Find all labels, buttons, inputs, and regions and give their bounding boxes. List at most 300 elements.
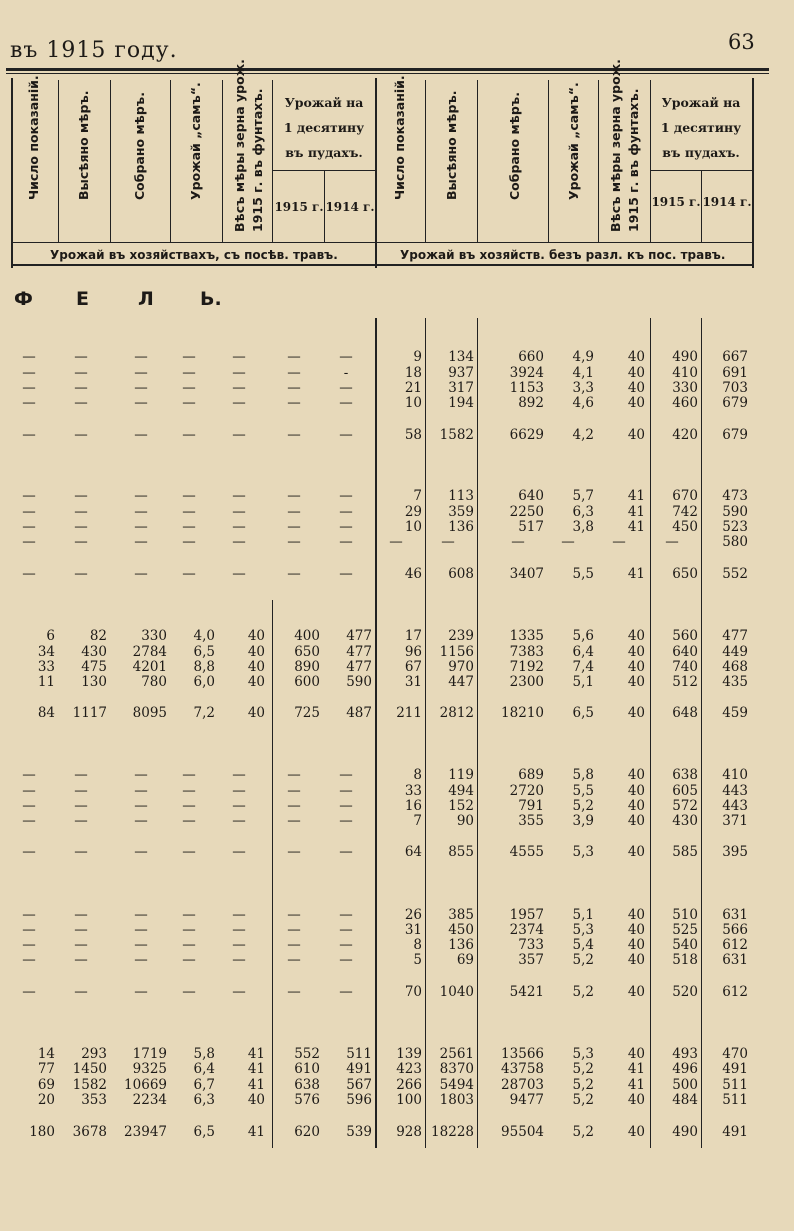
- table-cell: —: [232, 380, 246, 396]
- table-cell: —: [287, 922, 301, 938]
- table-cell: 667: [722, 349, 748, 365]
- table-cell: 3678: [72, 1124, 107, 1140]
- table-cell: 520: [672, 984, 698, 1000]
- table-cell: —: [134, 488, 148, 504]
- table-cell: 330: [141, 628, 167, 644]
- table-cell: —: [134, 922, 148, 938]
- table-cell: 2720: [509, 783, 544, 799]
- table-cell: —: [339, 566, 353, 582]
- hsep: [272, 80, 273, 242]
- table-cell: —: [22, 907, 36, 923]
- table-cell: —: [182, 380, 196, 396]
- table-cell: 650: [294, 644, 320, 660]
- table-cell: 95504: [501, 1124, 544, 1140]
- table-cell: —: [22, 922, 36, 938]
- col-header-per-desyatina: Урожай на 1 десятину въ пудахъ.: [283, 95, 365, 160]
- hsep: [650, 170, 752, 171]
- table-cell: 40: [247, 705, 265, 721]
- table-cell: 8370: [439, 1061, 474, 1077]
- table-cell: 31: [404, 674, 422, 690]
- table-cell: —: [22, 519, 36, 535]
- table-row: [0, 938, 794, 953]
- table-cell: 4,6: [572, 395, 594, 411]
- table-row: [0, 489, 794, 504]
- table-cell: —: [287, 349, 301, 365]
- table-cell: 40: [627, 783, 645, 799]
- table-cell: 10669: [124, 1077, 167, 1093]
- crop-letter: Ь.: [200, 288, 222, 310]
- table-cell: 679: [722, 395, 748, 411]
- table-cell: —: [182, 907, 196, 923]
- table-cell: 576: [294, 1092, 320, 1108]
- table-cell: —: [612, 534, 626, 550]
- hsep: [548, 80, 549, 242]
- table-cell: 511: [722, 1092, 748, 1108]
- header-bottom-rule: [11, 264, 754, 266]
- table-cell: 40: [627, 844, 645, 860]
- table-cell: —: [182, 844, 196, 860]
- table-cell: 21: [404, 380, 422, 396]
- crop-letter: Л: [138, 288, 154, 310]
- table-cell: 6,3: [193, 1092, 215, 1108]
- table-cell: 41: [247, 1046, 265, 1062]
- table-cell: 293: [81, 1046, 107, 1062]
- table-cell: 560: [672, 628, 698, 644]
- table-cell: 11: [37, 674, 55, 690]
- table-cell: 41: [247, 1061, 265, 1077]
- table-cell: 5,2: [572, 1092, 594, 1108]
- table-cell: 67: [404, 659, 422, 675]
- table-cell: —: [182, 922, 196, 938]
- table-cell: 96: [404, 644, 422, 660]
- table-cell: 41: [247, 1124, 265, 1140]
- table-cell: —: [232, 488, 246, 504]
- table-cell: 2300: [509, 674, 544, 690]
- table-cell: —: [74, 488, 88, 504]
- section-caption-right: Урожай въ хозяйств. безъ разл. къ пос. травъ.: [400, 248, 726, 262]
- table-cell: —: [22, 534, 36, 550]
- table-cell: 612: [722, 937, 748, 953]
- table-cell: 552: [722, 566, 748, 582]
- table-cell: —: [134, 566, 148, 582]
- table-cell: —: [287, 534, 301, 550]
- table-cell: —: [232, 984, 246, 1000]
- section-divider: [375, 78, 377, 268]
- header-left-border: [11, 78, 13, 268]
- table-cell: 40: [627, 644, 645, 660]
- table-cell: —: [134, 783, 148, 799]
- table-row: [0, 799, 794, 814]
- table-cell: —: [182, 984, 196, 1000]
- table-cell: 610: [294, 1061, 320, 1077]
- table-cell: 82: [89, 628, 107, 644]
- table-row: [0, 1062, 794, 1077]
- table-cell: —: [182, 349, 196, 365]
- table-cell: 1040: [439, 984, 474, 1000]
- table-cell: —: [134, 519, 148, 535]
- table-cell: 5,2: [572, 1077, 594, 1093]
- table-cell: 5,2: [572, 798, 594, 814]
- table-cell: 6,5: [193, 644, 215, 660]
- table-cell: 330: [672, 380, 698, 396]
- table-cell: 3924: [509, 365, 544, 381]
- table-cell: 473: [722, 488, 748, 504]
- table-cell: —: [22, 844, 36, 860]
- table-cell: 84: [37, 705, 55, 721]
- table-cell: —: [287, 380, 301, 396]
- table-cell: 970: [448, 659, 474, 675]
- table-cell: 567: [346, 1077, 372, 1093]
- table-cell: 552: [294, 1046, 320, 1062]
- hsep: [110, 80, 111, 242]
- table-cell: 10: [404, 395, 422, 411]
- table-cell: 194: [448, 395, 474, 411]
- table-cell: 70: [404, 984, 422, 1000]
- table-cell: 239: [448, 628, 474, 644]
- table-row: [0, 985, 794, 1000]
- table-cell: 890: [294, 659, 320, 675]
- table-cell: 46: [404, 566, 422, 582]
- table-cell: 596: [346, 1092, 372, 1108]
- table-cell: 4,0: [193, 628, 215, 644]
- table-cell: 4,2: [572, 427, 594, 443]
- table-cell: 5,8: [572, 767, 594, 783]
- table-cell: 491: [722, 1061, 748, 1077]
- table-row: [0, 784, 794, 799]
- running-header: въ 1915 году.: [10, 38, 178, 63]
- table-cell: —: [339, 504, 353, 520]
- table-cell: 1117: [72, 705, 107, 721]
- hsep: [272, 170, 375, 171]
- table-cell: —: [665, 534, 679, 550]
- table-cell: —: [134, 365, 148, 381]
- table-cell: 5,2: [572, 952, 594, 968]
- table-cell: —: [22, 937, 36, 953]
- table-cell: 40: [627, 1046, 645, 1062]
- table-cell: 5,8: [193, 1046, 215, 1062]
- table-cell: —: [287, 365, 301, 381]
- table-cell: —: [232, 813, 246, 829]
- table-cell: 40: [627, 952, 645, 968]
- table-cell: —: [22, 798, 36, 814]
- table-cell: 40: [627, 380, 645, 396]
- table-cell: 540: [672, 937, 698, 953]
- table-cell: 18228: [431, 1124, 474, 1140]
- table-cell: —: [74, 395, 88, 411]
- table-cell: 493: [672, 1046, 698, 1062]
- table-cell: 211: [396, 705, 422, 721]
- table-cell: 40: [627, 798, 645, 814]
- table-cell: 18: [404, 365, 422, 381]
- table-cell: —: [339, 427, 353, 443]
- table-cell: 640: [518, 488, 544, 504]
- table-cell: —: [134, 504, 148, 520]
- table-cell: —: [134, 907, 148, 923]
- table-cell: 64: [404, 844, 422, 860]
- table-cell: 5,3: [572, 1046, 594, 1062]
- table-cell: 423: [396, 1061, 422, 1077]
- table-row: [0, 645, 794, 660]
- table-cell: —: [134, 798, 148, 814]
- table-cell: 892: [518, 395, 544, 411]
- col-header-1915: 1915 г.: [651, 195, 701, 209]
- col-header-1915: 1915 г.: [274, 200, 324, 214]
- table-cell: 572: [672, 798, 698, 814]
- table-cell: 447: [448, 674, 474, 690]
- table-cell: —: [74, 844, 88, 860]
- table-cell: —: [182, 566, 196, 582]
- table-cell: 40: [627, 813, 645, 829]
- table-cell: 359: [448, 504, 474, 520]
- table-cell: 5421: [509, 984, 544, 1000]
- table-cell: 6: [46, 628, 55, 644]
- table-cell: —: [134, 380, 148, 396]
- table-cell: 18210: [501, 705, 544, 721]
- table-cell: —: [74, 922, 88, 938]
- table-cell: —: [287, 937, 301, 953]
- hsep: [58, 80, 59, 242]
- table-cell: 490: [672, 1124, 698, 1140]
- table-cell: 134: [448, 349, 474, 365]
- table-cell: —: [182, 937, 196, 953]
- table-cell: —: [74, 380, 88, 396]
- table-cell: 612: [722, 984, 748, 1000]
- table-row: [0, 381, 794, 396]
- table-cell: 90: [456, 813, 474, 829]
- table-cell: 435: [722, 674, 748, 690]
- table-cell: 4,9: [572, 349, 594, 365]
- table-cell: 7192: [509, 659, 544, 675]
- table-cell: 5,1: [572, 907, 594, 923]
- table-cell: 3,3: [572, 380, 594, 396]
- col-header-1914: 1914 г.: [325, 200, 375, 214]
- table-cell: —: [232, 349, 246, 365]
- table-cell: 40: [627, 427, 645, 443]
- table-cell: 1335: [509, 628, 544, 644]
- table-cell: —: [74, 783, 88, 799]
- table-cell: —: [287, 427, 301, 443]
- table-cell: 6,4: [193, 1061, 215, 1077]
- table-cell: 608: [448, 566, 474, 582]
- table-cell: 477: [346, 644, 372, 660]
- table-cell: —: [134, 813, 148, 829]
- table-cell: —: [134, 984, 148, 1000]
- table-cell: 5,6: [572, 628, 594, 644]
- table-cell: 475: [81, 659, 107, 675]
- table-cell: 580: [722, 534, 748, 550]
- table-cell: —: [232, 798, 246, 814]
- table-cell: 7383: [509, 644, 544, 660]
- table-cell: 40: [627, 937, 645, 953]
- table-cell: 40: [627, 922, 645, 938]
- table-cell: 41: [627, 488, 645, 504]
- hsep: [170, 80, 171, 242]
- table-cell: 5,5: [572, 783, 594, 799]
- table-cell: —: [22, 349, 36, 365]
- table-cell: 1156: [439, 644, 474, 660]
- table-cell: 477: [346, 659, 372, 675]
- table-cell: 4,1: [572, 365, 594, 381]
- table-cell: 4555: [509, 844, 544, 860]
- table-cell: —: [441, 534, 455, 550]
- table-cell: —: [232, 767, 246, 783]
- table-cell: 17: [404, 628, 422, 644]
- hsep: [222, 80, 223, 242]
- table-cell: —: [339, 813, 353, 829]
- table-cell: 8: [413, 937, 422, 953]
- table-cell: —: [561, 534, 575, 550]
- table-cell: 679: [722, 427, 748, 443]
- table-cell: 136: [448, 937, 474, 953]
- table-cell: —: [339, 380, 353, 396]
- table-cell: —: [182, 783, 196, 799]
- table-cell: 620: [294, 1124, 320, 1140]
- table-row: [0, 366, 794, 381]
- table-cell: —: [134, 767, 148, 783]
- hsep: [598, 80, 599, 242]
- crop-letter: Ф: [14, 288, 33, 310]
- table-cell: 41: [627, 1061, 645, 1077]
- table-cell: 41: [247, 1077, 265, 1093]
- table-cell: —: [232, 534, 246, 550]
- table-cell: 468: [722, 659, 748, 675]
- table-row: [0, 1125, 794, 1140]
- table-row: [0, 1078, 794, 1093]
- table-row: [0, 396, 794, 411]
- col-header-1914: 1914 г.: [702, 195, 752, 209]
- table-cell: —: [182, 534, 196, 550]
- table-cell: —: [182, 427, 196, 443]
- table-cell: 650: [672, 566, 698, 582]
- table-cell: —: [511, 534, 525, 550]
- table-cell: 443: [722, 798, 748, 814]
- table-cell: —: [287, 907, 301, 923]
- table-cell: 31: [404, 922, 422, 938]
- table-cell: 494: [448, 783, 474, 799]
- table-cell: —: [182, 365, 196, 381]
- table-cell: 400: [294, 628, 320, 644]
- table-cell: —: [22, 984, 36, 1000]
- table-cell: 395: [722, 844, 748, 860]
- table-cell: —: [182, 813, 196, 829]
- table-cell: 5494: [439, 1077, 474, 1093]
- table-cell: —: [232, 844, 246, 860]
- table-cell: —: [339, 798, 353, 814]
- table-cell: —: [339, 783, 353, 799]
- table-cell: —: [287, 952, 301, 968]
- table-cell: 6,3: [572, 504, 594, 520]
- table-cell: 100: [396, 1092, 422, 1108]
- table-cell: 28703: [501, 1077, 544, 1093]
- table-cell: 525: [672, 922, 698, 938]
- table-cell: —: [22, 783, 36, 799]
- table-row: [0, 520, 794, 535]
- table-cell: —: [134, 844, 148, 860]
- table-cell: —: [232, 922, 246, 938]
- table-row: [0, 428, 794, 443]
- table-cell: —: [232, 566, 246, 582]
- table-cell: 136: [448, 519, 474, 535]
- table-row: [0, 1093, 794, 1108]
- table-row: [0, 706, 794, 721]
- table-cell: 40: [247, 1092, 265, 1108]
- table-cell: 40: [627, 349, 645, 365]
- table-cell: 928: [396, 1124, 422, 1140]
- table-cell: 371: [722, 813, 748, 829]
- table-cell: —: [74, 767, 88, 783]
- table-cell: 430: [672, 813, 698, 829]
- crop-name: [14, 288, 262, 310]
- table-cell: —: [287, 395, 301, 411]
- table-cell: —: [22, 504, 36, 520]
- table-cell: 410: [672, 365, 698, 381]
- table-cell: 34: [37, 644, 55, 660]
- table-cell: 40: [627, 365, 645, 381]
- table-cell: 40: [627, 1124, 645, 1140]
- table-cell: 1582: [439, 427, 474, 443]
- table-cell: 490: [672, 349, 698, 365]
- hsep: [425, 80, 426, 242]
- table-cell: 41: [627, 504, 645, 520]
- table-cell: 8,8: [193, 659, 215, 675]
- table-cell: 1582: [72, 1077, 107, 1093]
- table-cell: 20: [37, 1092, 55, 1108]
- table-cell: 510: [672, 907, 698, 923]
- table-cell: 648: [672, 705, 698, 721]
- table-cell: 496: [672, 1061, 698, 1077]
- table-cell: —: [74, 937, 88, 953]
- table-cell: 523: [722, 519, 748, 535]
- table-cell: 5,1: [572, 674, 594, 690]
- top-rule-thin: [6, 73, 769, 74]
- table-cell: —: [287, 984, 301, 1000]
- table-row: [0, 675, 794, 690]
- table-cell: —: [339, 395, 353, 411]
- table-row: [0, 660, 794, 675]
- table-cell: —: [74, 519, 88, 535]
- table-cell: —: [232, 365, 246, 381]
- table-cell: 8095: [132, 705, 167, 721]
- table-cell: 518: [672, 952, 698, 968]
- table-cell: 40: [247, 659, 265, 675]
- table-cell: 517: [518, 519, 544, 535]
- table-cell: 470: [722, 1046, 748, 1062]
- table-cell: —: [287, 519, 301, 535]
- table-cell: —: [232, 907, 246, 923]
- table-cell: 7,2: [193, 705, 215, 721]
- table-cell: 353: [81, 1092, 107, 1108]
- table-cell: —: [287, 798, 301, 814]
- table-cell: —: [339, 767, 353, 783]
- table-cell: 40: [627, 907, 645, 923]
- table-cell: 590: [722, 504, 748, 520]
- table-cell: 855: [448, 844, 474, 860]
- table-cell: —: [22, 813, 36, 829]
- table-cell: 740: [672, 659, 698, 675]
- table-cell: 41: [627, 566, 645, 582]
- table-cell: 3,8: [572, 519, 594, 535]
- table-cell: —: [339, 534, 353, 550]
- table-cell: 40: [627, 767, 645, 783]
- table-cell: —: [74, 349, 88, 365]
- table-cell: 5,2: [572, 984, 594, 1000]
- table-cell: 5,2: [572, 1124, 594, 1140]
- table-row: [0, 908, 794, 923]
- page-number: 63: [728, 30, 755, 54]
- table-cell: 780: [141, 674, 167, 690]
- table-cell: 40: [627, 674, 645, 690]
- table-cell: 1719: [132, 1046, 167, 1062]
